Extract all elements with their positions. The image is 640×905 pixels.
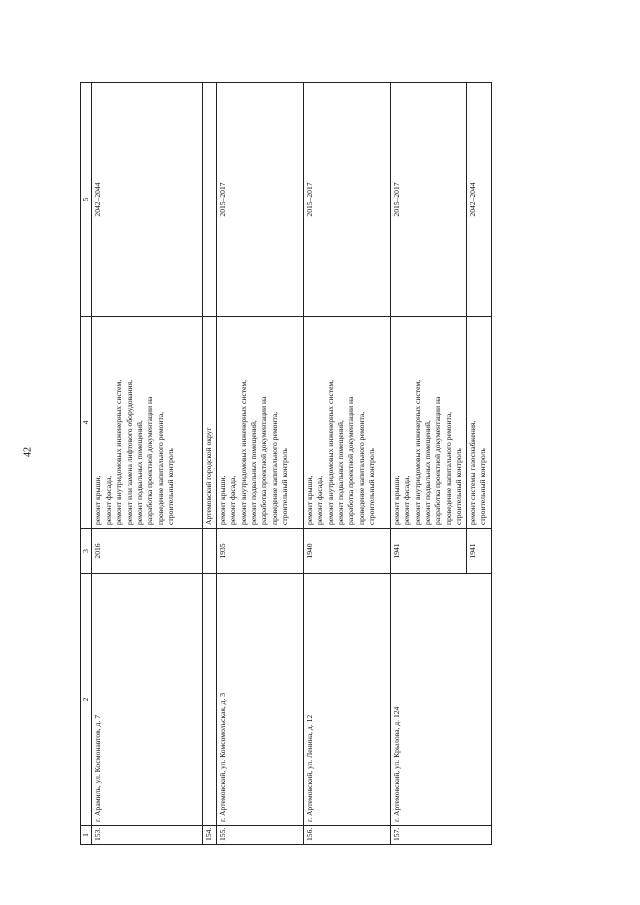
- work-item: ремонт или замена лифтового оборудования,: [124, 380, 134, 525]
- work-item: ремонт внутридомовых инженерных систем,: [238, 379, 248, 525]
- work-item: ремонт подвальных помещений,: [135, 420, 145, 525]
- work-item: ремонт подвальных помещений,: [423, 420, 433, 525]
- row-number: 154.: [203, 826, 216, 845]
- work-item: разработка проектной документации на: [346, 396, 356, 525]
- header-col-3: 3: [81, 529, 92, 574]
- work-item: проведение капитального ремонта,: [443, 411, 453, 525]
- row-number: 155.: [216, 826, 303, 845]
- address-cell: г. Артемовский, ул. Комсомольская, д. 3: [216, 574, 303, 826]
- work-item: строительный контроль: [454, 448, 464, 525]
- page-number: 42: [22, 447, 34, 457]
- work-item: строительный контроль: [166, 448, 176, 525]
- works-cell: [390, 317, 466, 529]
- row-number: 157.: [390, 826, 491, 845]
- district-row: [203, 83, 216, 845]
- row-number: 153.: [92, 826, 203, 845]
- year-cell: 1935: [216, 529, 303, 574]
- address-cell: г. Арамиль, ул. Космонавтов, д. 7: [92, 574, 203, 826]
- work-item: ремонт подвальных помещений,: [336, 420, 346, 525]
- row-number: 156.: [303, 826, 390, 845]
- work-item: строительный контроль: [478, 448, 488, 525]
- address-cell: г. Артемовский, ул. Ленина, д. 12: [303, 574, 390, 826]
- work-item: проведение капитального ремонта,: [356, 411, 366, 525]
- work-item: ремонт фасада,: [103, 475, 113, 525]
- work-item: ремонт подвальных помещений,: [249, 420, 259, 525]
- works-cell: [216, 317, 303, 529]
- repair-schedule-table: [80, 82, 520, 845]
- works-cell: [466, 317, 491, 529]
- work-item: ремонт крыши,: [391, 475, 401, 525]
- header-col-4: 4: [81, 317, 92, 529]
- table-row: [216, 83, 303, 845]
- work-item: проведение капитального ремонта,: [155, 411, 165, 525]
- work-item: ремонт фасада,: [402, 475, 412, 525]
- work-item: строительный контроль: [280, 448, 290, 525]
- work-item: ремонт внутридомовых инженерных систем,: [325, 379, 335, 525]
- works-cell: [303, 317, 390, 529]
- period-cell: 2042–2044: [466, 83, 491, 317]
- year-cell: 1941: [390, 529, 466, 574]
- year-cell: 2016: [92, 529, 203, 574]
- work-item: ремонт фасада,: [228, 475, 238, 525]
- work-item: разработка проектной документации на: [433, 396, 443, 525]
- year-cell: 1941: [466, 529, 491, 574]
- period-cell: 2015–2017: [216, 83, 303, 317]
- empty-cell: [203, 529, 216, 574]
- header-col-2: 2: [81, 574, 92, 826]
- period-cell: 2015–2017: [303, 83, 390, 317]
- work-item: ремонт крыши,: [93, 475, 103, 525]
- work-item: ремонт фасада,: [315, 475, 325, 525]
- works-cell: [92, 317, 203, 529]
- table-header-row: [81, 83, 92, 845]
- work-item: строительный контроль: [367, 448, 377, 525]
- period-cell: 2015–2017: [390, 83, 466, 317]
- work-item: ремонт крыши,: [304, 475, 314, 525]
- header-col-1: 1: [81, 826, 92, 845]
- work-item: разработка проектной документации на: [145, 396, 155, 525]
- work-item: ремонт внутридомовых инженерных систем,: [412, 379, 422, 525]
- header-col-5: 5: [81, 83, 92, 317]
- work-item: ремонт внутридомовых инженерных систем,: [114, 379, 124, 525]
- table-row: [92, 83, 203, 845]
- empty-cell: [203, 574, 216, 826]
- work-item: ремонт системы газоснабжения,: [467, 420, 477, 525]
- address-cell: г. Артемовский, ул. Крылова, д. 124: [390, 574, 491, 826]
- period-cell: 2042–2044: [92, 83, 203, 317]
- empty-cell: [203, 83, 216, 317]
- work-item: разработка проектной документации на: [259, 396, 269, 525]
- year-cell: 1940: [303, 529, 390, 574]
- table-row: [303, 83, 390, 845]
- district-name: Артемовский городской округ: [203, 317, 216, 529]
- table-row: [390, 83, 466, 845]
- work-item: ремонт крыши,: [217, 475, 227, 525]
- work-item: проведение капитального ремонта,: [269, 411, 279, 525]
